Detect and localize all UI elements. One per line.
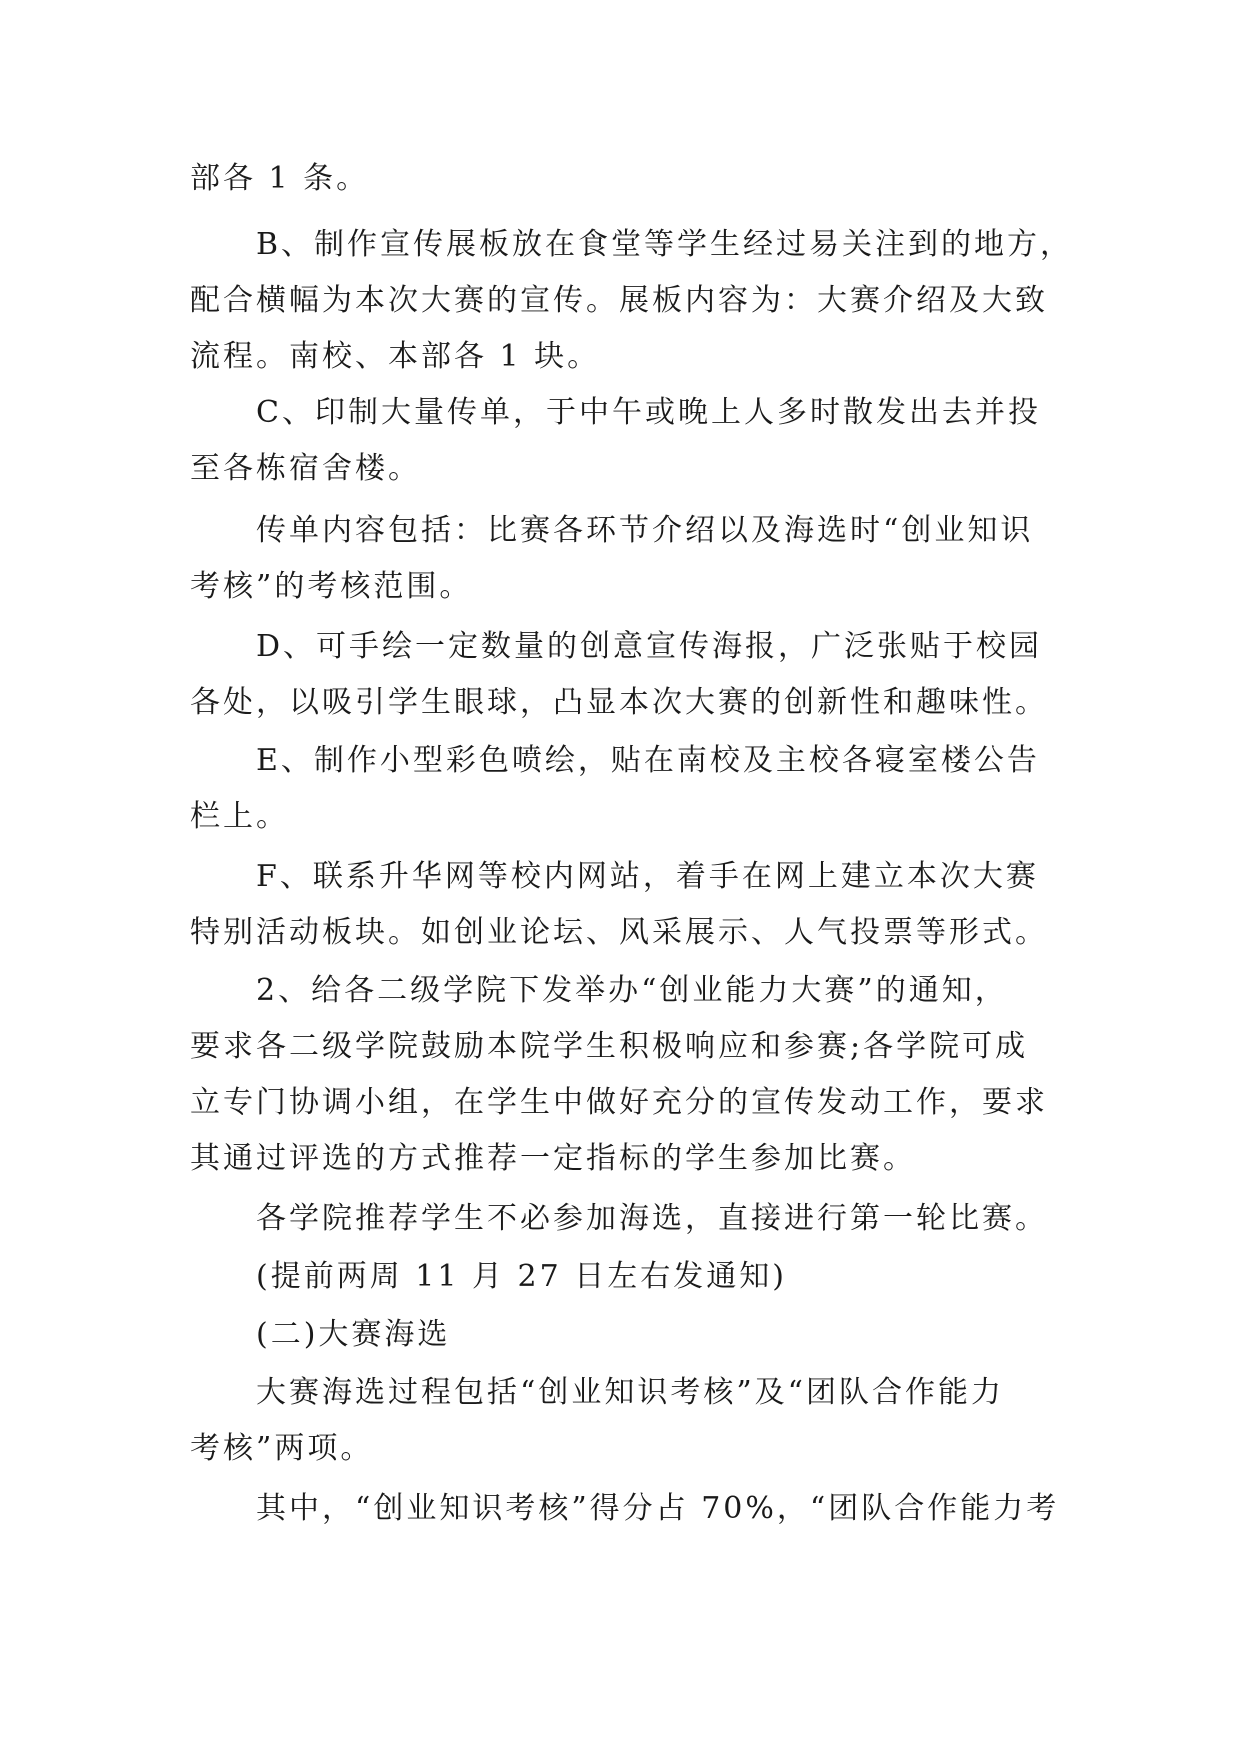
text-line: 各学院推荐学生不必参加海选，直接进行第一轮比赛。 bbox=[256, 1201, 1048, 1236]
text-line: 部各 1 条。 bbox=[190, 161, 370, 196]
text-line: 2、给各二级学院下发举办“创业能力大赛”的通知， bbox=[256, 973, 1008, 1008]
text-line: 立专门协调小组，在学生中做好充分的宣传发动工作，要求 bbox=[190, 1085, 1048, 1120]
text-line: 其通过评选的方式推荐一定指标的学生参加比赛。 bbox=[190, 1141, 916, 1176]
text-line: (二)大赛海选 bbox=[256, 1317, 451, 1352]
text-line: 要求各二级学院鼓励本院学生积极响应和参赛;各学院可成 bbox=[190, 1029, 1029, 1064]
text-line: 配合横幅为本次大赛的宣传。展板内容为：大赛介绍及大致 bbox=[190, 283, 1048, 318]
text-line: D、可手绘一定数量的创意宣传海报，广泛张贴于校园 bbox=[256, 629, 1043, 664]
text-line: 流程。南校、本部各 1 块。 bbox=[190, 339, 601, 374]
text-line: B、制作宣传展板放在食堂等学生经过易关注到的地方， bbox=[256, 227, 1074, 262]
text-line: 各处，以吸引学生眼球，凸显本次大赛的创新性和趣味性。 bbox=[190, 685, 1048, 720]
text-line: 考核”两项。 bbox=[190, 1431, 374, 1466]
text-line: E、制作小型彩色喷绘，贴在南校及主校各寝室楼公告 bbox=[256, 743, 1040, 778]
text-line: 栏上。 bbox=[190, 799, 289, 834]
text-line: 传单内容包括：比赛各环节介绍以及海选时“创业知识 bbox=[256, 513, 1034, 548]
text-line: 考核”的考核范围。 bbox=[190, 569, 473, 604]
text-line: F、联系升华网等校内网站，着手在网上建立本次大赛 bbox=[256, 859, 1039, 894]
text-line: (提前两周 11 月 27 日左右发通知) bbox=[256, 1259, 787, 1294]
text-line: C、印制大量传单，于中午或晚上人多时散发出去并投 bbox=[256, 395, 1041, 430]
text-line: 至各栋宿舍楼。 bbox=[190, 451, 421, 486]
text-line: 特别活动板块。如创业论坛、风采展示、人气投票等形式。 bbox=[190, 915, 1048, 950]
text-line: 大赛海选过程包括“创业知识考核”及“团队合作能力 bbox=[256, 1375, 1005, 1410]
text-line: 其中，“创业知识考核”得分占 70%，“团队合作能力考 bbox=[256, 1491, 1060, 1526]
